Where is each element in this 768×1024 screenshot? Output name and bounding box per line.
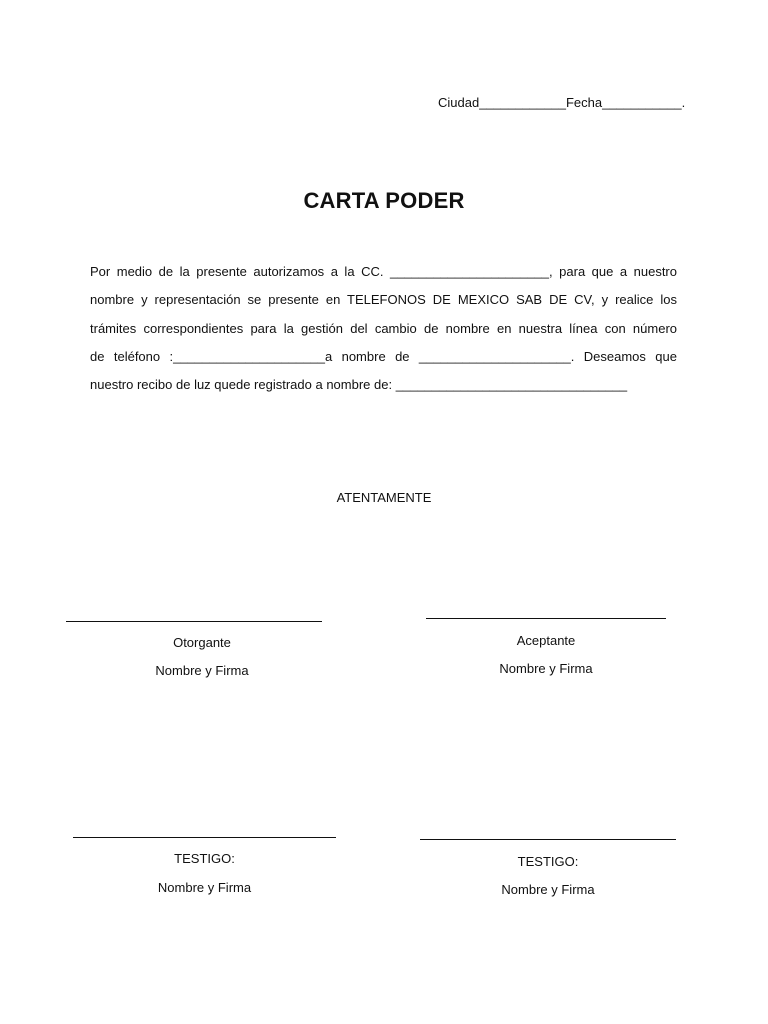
document-title: CARTA PODER xyxy=(303,188,465,213)
closing-salutation: ATENTAMENTE xyxy=(336,490,432,505)
testigo-left-caption: Nombre y Firma xyxy=(157,880,252,895)
testigo-right-role: TESTIGO: xyxy=(517,854,579,869)
otorgante-signature-line xyxy=(66,621,322,622)
testigo-left-role: TESTIGO: xyxy=(174,851,235,866)
authorization-paragraph xyxy=(90,258,677,399)
paragraph-line: de teléfono :_____________________a nombre de _____________________. Deseamos que xyxy=(90,348,677,364)
otorgante-role: Otorgante xyxy=(173,635,231,650)
otorgante-caption: Nombre y Firma xyxy=(155,663,249,678)
aceptante-caption: Nombre y Firma xyxy=(499,661,593,676)
aceptante-signature-line xyxy=(426,618,666,619)
testigo-right-signature-line xyxy=(420,839,676,840)
paragraph-line: nombre y representación se presente en TELEFONOS DE MEXICO SAB DE CV, y realice los xyxy=(90,292,677,308)
testigo-left-signature-line xyxy=(73,837,336,838)
aceptante-role: Aceptante xyxy=(516,633,576,648)
paragraph-line: nuestro recibo de luz quede registrado a nombre de: ________________________________ xyxy=(90,377,628,393)
city-date-line: Ciudad____________Fecha___________. xyxy=(438,95,686,110)
paragraph-line: Por medio de la presente autorizamos a la CC. ______________________, para que a nuestro xyxy=(90,264,677,279)
paragraph-line: trámites correspondientes para la gestión del cambio de nombre en nuestra línea con número xyxy=(90,320,677,336)
testigo-right-caption: Nombre y Firma xyxy=(501,882,595,897)
